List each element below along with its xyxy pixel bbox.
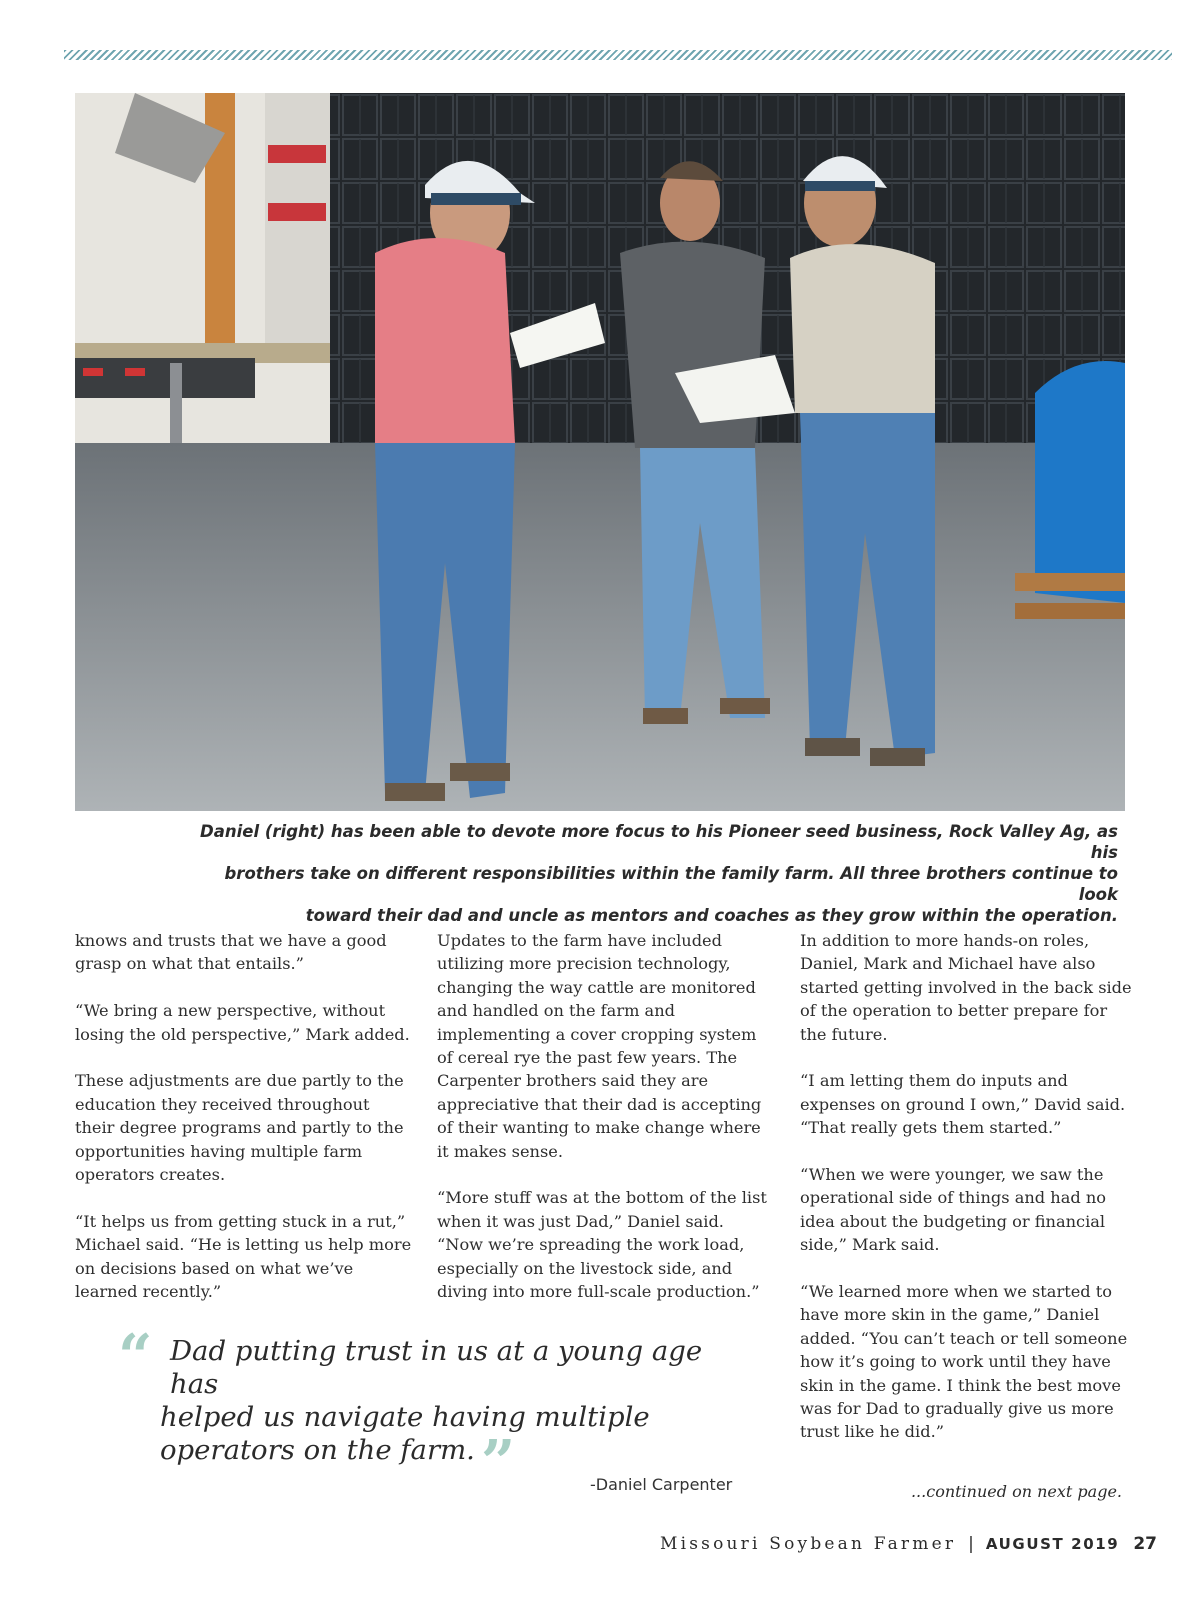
paragraph: These adjustments are due partly to the education they received throughout their degree programs and partly to the opportunities having multiple farm operators creates. [75, 1071, 404, 1185]
footer-separator: | [968, 1534, 974, 1554]
article-column-2 [437, 929, 775, 1327]
page-footer [660, 1534, 1158, 1554]
paragraph: “I am letting them do inputs and expenses on ground I own,” David said. “That really gets them started.” [800, 1071, 1126, 1138]
pull-quote-attribution: -Daniel Carpenter [590, 1475, 733, 1494]
paragraph: In addition to more hands-on roles, Daniel, Mark and Michael have also started getting involved in the back side of the operation to better prepare for the future. [800, 931, 1132, 1044]
paragraph: Updates to the farm have included utilizing more precision technology, changing the way cattle are monitored and handled on the farm and implementing a cover cropping system of cereal rye the past few years. The Carpenter brothers said they are appreciative that their dad is accepting of their wanting to make change where it makes sense. [437, 931, 762, 1161]
article-column-1 [75, 929, 413, 1327]
caption-line: brothers take on different responsibilities within the family farm. All three brothers continue to look [224, 864, 1118, 904]
pull-quote-line: Dad putting trust in us at a young age has [170, 1335, 703, 1400]
caption-line: Daniel (right) has been able to devote more focus to his Pioneer seed business, Rock Valley Ag, as his [200, 822, 1118, 862]
paragraph: “More stuff was at the bottom of the list when it was just Dad,” Daniel said. “Now we’re spreading the work load, especially on the livestock side, and diving into more full-scale production.” [437, 1188, 767, 1302]
pull-quote-line: helped us navigate having multiple [160, 1401, 650, 1433]
magazine-name: Missouri Soybean Farmer [660, 1534, 957, 1554]
close-quote-mark: ” [480, 1428, 516, 1498]
paragraph: knows and trusts that we have a good grasp on what that entails.” [75, 931, 387, 974]
article-column-3 [800, 929, 1138, 1467]
pull-quote-line: operators on the farm. [160, 1434, 475, 1466]
paragraph: “We bring a new perspective, without losing the old perspective,” Mark added. [75, 1001, 410, 1044]
photo-of-three-men-reading-in-warehouse [75, 93, 1125, 811]
paragraph: “It helps us from getting stuck in a rut,” Michael said. “He is letting us help more on decisions based on what we’ve learned recently.” [75, 1211, 412, 1302]
caption-line: toward their dad and uncle as mentors and coaches as they grow within the operation. [305, 906, 1118, 925]
pull-quote: “ Dad putting trust in us at a young age has helped us navigate having multiple operators on the farm. ” [118, 1335, 758, 1467]
decorative-top-rule [64, 50, 1172, 60]
paragraph: “We learned more when we started to have more skin in the game,” Daniel added. “You can’t teach or tell someone how it’s going to work until they have skin in the game. I think the best move was for Dad to gradually give us more trust like he did.” [800, 1282, 1128, 1442]
article-photo [75, 93, 1125, 811]
photo-caption [190, 821, 1118, 926]
issue-date: AUGUST 2019 [985, 1535, 1120, 1553]
page-number: 27 [1133, 1534, 1158, 1554]
continued-link: ...continued on next page. [910, 1482, 1122, 1501]
paragraph: “When we were younger, we saw the operational side of things and had no idea about the budgeting or financial side,” Mark said. [800, 1165, 1107, 1255]
